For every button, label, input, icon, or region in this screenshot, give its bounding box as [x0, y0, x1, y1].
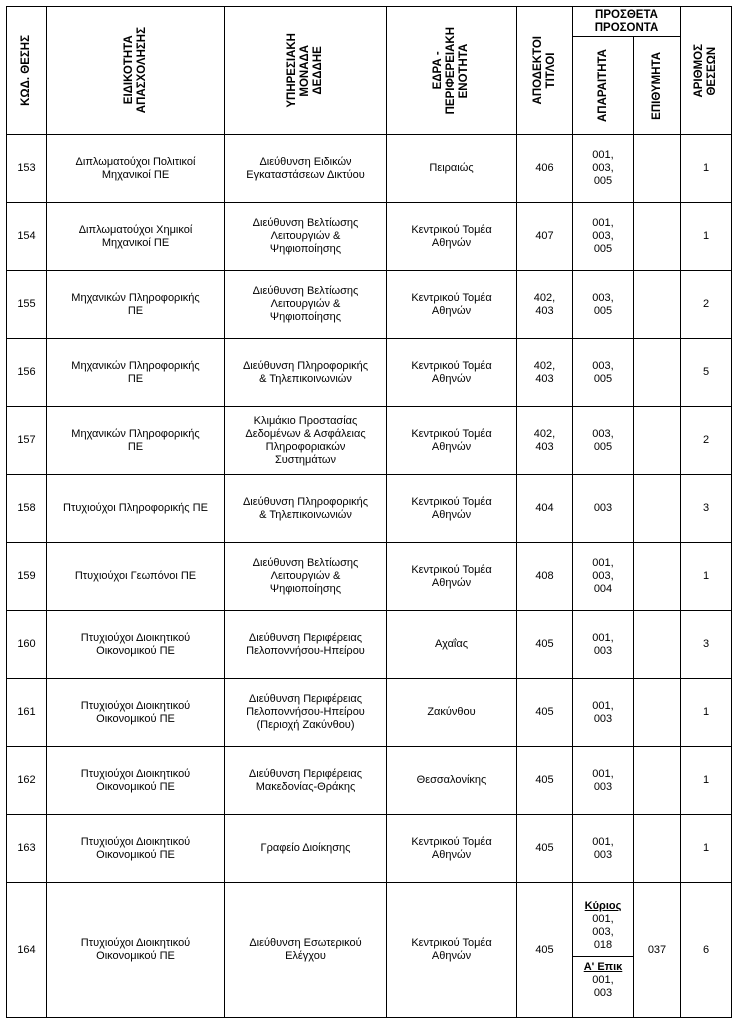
- cell-positions: 3: [681, 475, 732, 543]
- cell-unit: Διεύθυνση Πληροφορικής & Τηλεπικοινωνιών: [225, 339, 387, 407]
- cell-seat: Θεσσαλονίκης: [387, 747, 517, 815]
- table-row: [7, 203, 732, 271]
- cell-titles: 405: [517, 815, 573, 883]
- cell-desired: [634, 543, 681, 611]
- cell-titles: 408: [517, 543, 573, 611]
- cell-seat: Αχαΐας: [387, 611, 517, 679]
- cell-desired: [634, 475, 681, 543]
- cell-seat: Κεντρικού Τομέα Αθηνών: [387, 883, 517, 1018]
- table-row: [7, 679, 732, 747]
- cell-seat: Κεντρικού Τομέα Αθηνών: [387, 815, 517, 883]
- table-row: [7, 339, 732, 407]
- cell-desired: [634, 271, 681, 339]
- required-main-block: [573, 900, 633, 957]
- cell-code: 155: [7, 271, 47, 339]
- required-alt-label: Α' Επικ: [583, 961, 623, 973]
- cell-required: 003, 005: [573, 407, 634, 475]
- cell-unit: Διεύθυνση Βελτίωσης Λειτουργιών & Ψηφιοποίησης: [225, 271, 387, 339]
- cell-seat: Πειραιώς: [387, 135, 517, 203]
- table-row: [7, 407, 732, 475]
- cell-unit: Κλιμάκιο Προστασίας Δεδομένων & Ασφάλειας Πληροφοριακών Συστημάτων: [225, 407, 387, 475]
- cell-unit: Διεύθυνση Βελτίωσης Λειτουργιών & Ψηφιοποίησης: [225, 203, 387, 271]
- header-specialty: ΕΙΔΙΚΟΤΗΤΑ ΑΠΑΣΧΟΛΗΣΗΣ: [47, 7, 225, 135]
- table-row: [7, 883, 732, 1018]
- required-alt-block: [573, 957, 633, 1000]
- cell-positions: 1: [681, 815, 732, 883]
- cell-code: 156: [7, 339, 47, 407]
- cell-positions: 1: [681, 135, 732, 203]
- cell-seat: Κεντρικού Τομέα Αθηνών: [387, 339, 517, 407]
- cell-titles: 405: [517, 883, 573, 1018]
- cell-desired: [634, 815, 681, 883]
- header-seat: ΕΔΡΑ - ΠΕΡΙΦΕΡΕΙΑΚΗ ΕΝΟΤΗΤΑ: [387, 7, 517, 135]
- required-alt-values: 001, 003: [592, 974, 614, 999]
- cell-required: 001, 003, 004: [573, 543, 634, 611]
- cell-unit: Διεύθυνση Περιφέρειας Πελοποννήσου-Ηπείρου: [225, 611, 387, 679]
- cell-seat: Κεντρικού Τομέα Αθηνών: [387, 543, 517, 611]
- cell-code: 158: [7, 475, 47, 543]
- cell-positions: 3: [681, 611, 732, 679]
- cell-unit: Διεύθυνση Βελτίωσης Λειτουργιών & Ψηφιοποίησης: [225, 543, 387, 611]
- cell-code: 159: [7, 543, 47, 611]
- cell-positions: 1: [681, 679, 732, 747]
- cell-seat: Κεντρικού Τομέα Αθηνών: [387, 271, 517, 339]
- table-row: [7, 815, 732, 883]
- positions-table: [6, 6, 732, 1018]
- cell-code: 160: [7, 611, 47, 679]
- cell-specialty: Μηχανικών Πληροφορικής ΠΕ: [47, 271, 225, 339]
- header-code: ΚΩΔ. ΘΕΣΗΣ: [7, 7, 47, 135]
- cell-titles: 402, 403: [517, 339, 573, 407]
- cell-specialty: Πτυχιούχοι Διοικητικού Οικονομικού ΠΕ: [47, 815, 225, 883]
- cell-required: 001, 003, 005: [573, 203, 634, 271]
- cell-code: 162: [7, 747, 47, 815]
- cell-seat: Ζακύνθου: [387, 679, 517, 747]
- table-row: [7, 611, 732, 679]
- cell-required: 001, 003, 005: [573, 135, 634, 203]
- cell-positions: 1: [681, 203, 732, 271]
- cell-desired: [634, 407, 681, 475]
- cell-positions: 1: [681, 543, 732, 611]
- cell-desired: [634, 135, 681, 203]
- cell-specialty: Διπλωματούχοι Πολιτικοί Μηχανικοί ΠΕ: [47, 135, 225, 203]
- cell-desired: [634, 339, 681, 407]
- cell-specialty: Πτυχιούχοι Γεωπόνοι ΠΕ: [47, 543, 225, 611]
- header-unit: ΥΠΗΡΕΣΙΑΚΗ ΜΟΝΑΔΑ ΔΕΔΔΗΕ: [225, 7, 387, 135]
- cell-positions: 6: [681, 883, 732, 1018]
- cell-positions: 2: [681, 271, 732, 339]
- cell-seat: Κεντρικού Τομέα Αθηνών: [387, 203, 517, 271]
- cell-unit: Διεύθυνση Περιφέρειας Πελοποννήσου-Ηπείρου (Περιοχή Ζακύνθου): [225, 679, 387, 747]
- cell-required: 003: [573, 475, 634, 543]
- cell-desired: [634, 679, 681, 747]
- header-required: ΑΠΑΡΑΙΤΗΤΑ: [573, 37, 634, 135]
- header-extra-qualifications: ΠΡΟΣΘΕΤΑ ΠΡΟΣΟΝΤΑ: [573, 7, 681, 37]
- cell-specialty: Διπλωματούχοι Χημικοί Μηχανικοί ΠΕ: [47, 203, 225, 271]
- cell-positions: 2: [681, 407, 732, 475]
- cell-titles: 402, 403: [517, 407, 573, 475]
- cell-code: 153: [7, 135, 47, 203]
- cell-desired: 037: [634, 883, 681, 1018]
- cell-specialty: Πτυχιούχοι Διοικητικού Οικονομικού ΠΕ: [47, 611, 225, 679]
- cell-unit: Διεύθυνση Περιφέρειας Μακεδονίας-Θράκης: [225, 747, 387, 815]
- cell-desired: [634, 747, 681, 815]
- cell-code: 157: [7, 407, 47, 475]
- cell-titles: 407: [517, 203, 573, 271]
- cell-specialty: Μηχανικών Πληροφορικής ΠΕ: [47, 407, 225, 475]
- cell-specialty: Πτυχιούχοι Διοικητικού Οικονομικού ΠΕ: [47, 883, 225, 1018]
- cell-seat: Κεντρικού Τομέα Αθηνών: [387, 475, 517, 543]
- cell-unit: Διεύθυνση Πληροφορικής & Τηλεπικοινωνιών: [225, 475, 387, 543]
- cell-titles: 402, 403: [517, 271, 573, 339]
- cell-unit: Γραφείο Διοίκησης: [225, 815, 387, 883]
- required-main-label: Κύριος: [584, 900, 622, 912]
- cell-titles: 405: [517, 747, 573, 815]
- cell-required: 001, 003: [573, 611, 634, 679]
- table-row: [7, 747, 732, 815]
- cell-positions: 1: [681, 747, 732, 815]
- table-row: [7, 475, 732, 543]
- cell-titles: 406: [517, 135, 573, 203]
- cell-code: 163: [7, 815, 47, 883]
- cell-specialty: Μηχανικών Πληροφορικής ΠΕ: [47, 339, 225, 407]
- header-desired: ΕΠΙΘΥΜΗΤΑ: [634, 37, 681, 135]
- cell-code: 161: [7, 679, 47, 747]
- header-titles: ΑΠΟΔΕΚΤΟΙ ΤΙΤΛΟΙ: [517, 7, 573, 135]
- cell-required: 001, 003: [573, 815, 634, 883]
- cell-required: 003, 005: [573, 271, 634, 339]
- cell-titles: 405: [517, 611, 573, 679]
- cell-titles: 405: [517, 679, 573, 747]
- table-body: [7, 135, 732, 1018]
- cell-desired: [634, 611, 681, 679]
- cell-titles: 404: [517, 475, 573, 543]
- cell-specialty: Πτυχιούχοι Πληροφορικής ΠΕ: [47, 475, 225, 543]
- header-row: [7, 7, 732, 37]
- cell-code: 154: [7, 203, 47, 271]
- cell-specialty: Πτυχιούχοι Διοικητικού Οικονομικού ΠΕ: [47, 679, 225, 747]
- cell-required: 001, 003: [573, 747, 634, 815]
- header-positions: ΑΡΙΘΜΟΣ ΘΕΣΕΩΝ: [681, 7, 732, 135]
- cell-code: 164: [7, 883, 47, 1018]
- cell-unit: Διεύθυνση Ειδικών Εγκαταστάσεων Δικτύου: [225, 135, 387, 203]
- cell-positions: 5: [681, 339, 732, 407]
- cell-required: 001, 003: [573, 679, 634, 747]
- cell-required-split: [573, 883, 634, 1018]
- cell-unit: Διεύθυνση Εσωτερικού Ελέγχου: [225, 883, 387, 1018]
- table-row: [7, 271, 732, 339]
- cell-seat: Κεντρικού Τομέα Αθηνών: [387, 407, 517, 475]
- cell-specialty: Πτυχιούχοι Διοικητικού Οικονομικού ΠΕ: [47, 747, 225, 815]
- table-row: [7, 135, 732, 203]
- required-main-values: 001, 003, 018: [592, 913, 614, 951]
- cell-desired: [634, 203, 681, 271]
- table-row: [7, 543, 732, 611]
- cell-required: 003, 005: [573, 339, 634, 407]
